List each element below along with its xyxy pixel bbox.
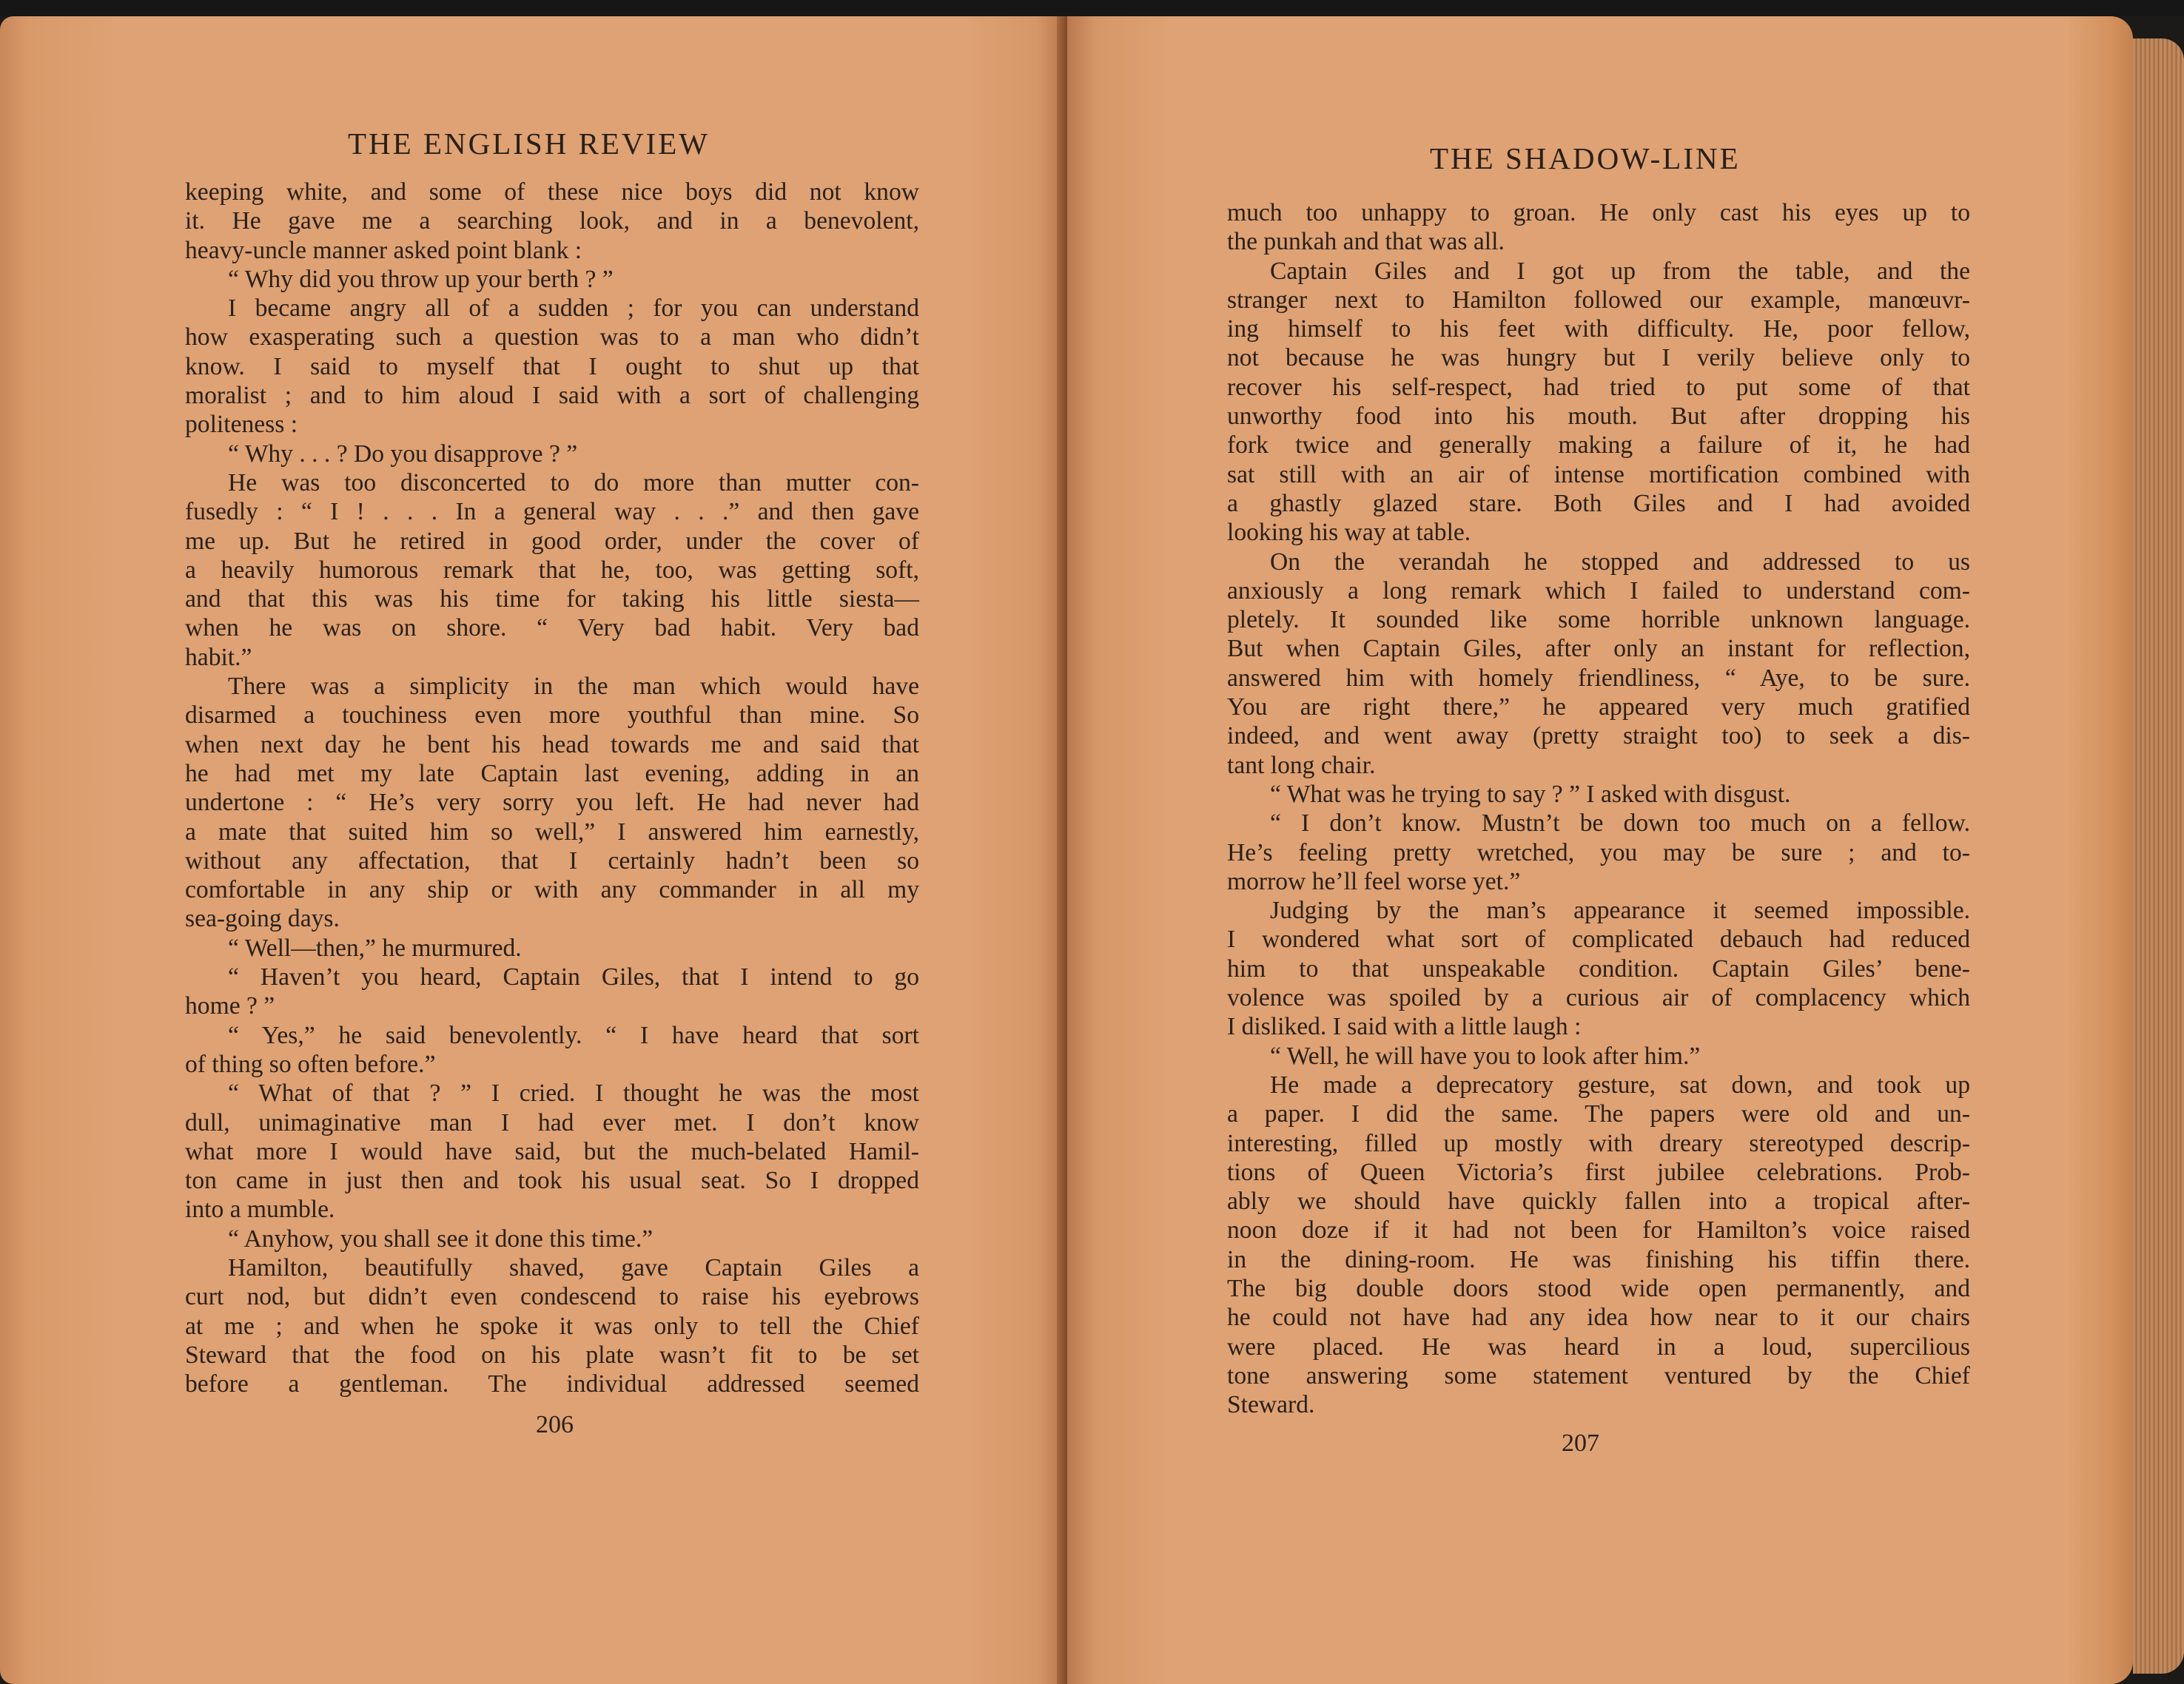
text-line: were placed. He was heard in a loud, supercilious (1227, 1333, 1970, 1361)
text-line: “ I don’t know. Mustn’t be down too much on a fellow. (1270, 809, 1970, 838)
text-line: “ Why did you throw up your berth ? ” (228, 265, 614, 293)
text-line: I became angry all of a sudden ; for you can understand (228, 294, 919, 323)
text-line: tions of Queen Victoria’s first jubilee celebrations. Prob- (1227, 1158, 1970, 1186)
text-line: comfortable in any ship or with any commander in all my (185, 876, 919, 904)
text-line: Hamilton, beautifully shaved, gave Captain Giles a (228, 1253, 919, 1281)
open-book (0, 16, 2184, 1684)
right-page (1067, 16, 2133, 1684)
text-line: On the verandah he stopped and addressed to us (1270, 548, 1970, 576)
text-line: dull, unimaginative man I had ever met. I don’t know (185, 1108, 919, 1136)
text-line: how exasperating such a question was to a man who didn’t (185, 323, 919, 351)
text-line: Captain Giles and I got up from the table, and the (1270, 257, 1970, 285)
text-line: and that this was his time for taking his little siesta— (185, 585, 919, 613)
text-line: looking his way at table. (1227, 519, 1471, 547)
text-line: it. He gave me a searching look, and in a benevolent, (185, 207, 919, 235)
text-line: You are right there,” he appeared very much gratified (1227, 693, 1970, 721)
left-page (0, 16, 1064, 1684)
text-line: “ Anyhow, you shall see it done this time.” (228, 1225, 653, 1253)
text-line: a ghastly glazed stare. Both Giles and I had avoided (1227, 489, 1970, 517)
text-line: moralist ; and to him aloud I said with a sort of challenging (185, 382, 919, 410)
text-line: noon doze if it had not been for Hamilton’s voice raised (1227, 1216, 1970, 1245)
text-line: indeed, and went away (pretty straight too) to seek a dis- (1227, 722, 1970, 750)
text-line: “ What was he trying to say ? ” I asked with disgust. (1270, 780, 1791, 808)
text-line: tone answering some statement ventured by the Chief (1227, 1361, 1970, 1390)
text-line: Steward. (1227, 1391, 1315, 1419)
text-line: he could not have had any idea how near to it our chairs (1227, 1304, 1970, 1332)
text-line: answered him with homely friendliness, “ Aye, to be sure. (1227, 664, 1970, 692)
page-edges (2133, 38, 2184, 1674)
text-line: heavy-uncle manner asked point blank : (185, 236, 582, 264)
text-line: sea-going days. (185, 905, 340, 933)
text-line: in the dining-room. He was finishing his tiffin there. (1227, 1245, 1970, 1273)
right-page-text (1227, 198, 1970, 1419)
text-line: stranger next to Hamilton followed our example, manœuvr- (1227, 286, 1970, 314)
text-line: what more I would have said, but the much-belated Hamil- (185, 1137, 919, 1165)
text-line: He was too disconcerted to do more than mutter con- (228, 468, 919, 496)
text-line: a paper. I did the same. The papers were old and un- (1227, 1100, 1970, 1128)
text-line: sat still with an air of intense mortification combined with (1227, 460, 1970, 488)
text-line: recover his self-respect, had tried to put some of that (1227, 373, 1970, 401)
text-line: But when Captain Giles, after only an instant for reflection, (1227, 635, 1970, 663)
text-line: the punkah and that was all. (1227, 228, 1505, 256)
running-head-left: THE ENGLISH REVIEW (348, 127, 710, 161)
text-line: curt nod, but didn’t even condescend to raise his eyebrows (185, 1283, 919, 1311)
text-line: interesting, filled up mostly with dreary stereotyped descrip- (1227, 1129, 1970, 1157)
text-line: “ Yes,” he said benevolently. “ I have heard that sort (228, 1021, 919, 1049)
left-page-text (185, 178, 919, 1398)
text-line: Judging by the man’s appearance it seemed impossible. (1270, 897, 1970, 925)
text-line: tant long chair. (1227, 751, 1376, 779)
text-line: fusedly : “ I ! . . . In a general way . . .” and then gave (185, 498, 919, 526)
text-line: home ? ” (185, 992, 275, 1020)
text-line: when next day he bent his head towards me and said that (185, 730, 919, 758)
text-line: without any affectation, that I certainly hadn’t been so (185, 846, 919, 875)
text-line: There was a simplicity in the man which would have (228, 673, 919, 701)
text-line: volence was spoiled by a curious air of complacency which (1227, 984, 1970, 1012)
text-line: of thing so often before.” (185, 1050, 436, 1078)
text-line: The big double doors stood wide open permanently, and (1227, 1274, 1970, 1302)
text-line: habit.” (185, 643, 252, 671)
page-number-right: 207 (1562, 1429, 1599, 1457)
text-line: he had met my late Captain last evening, adding in an (185, 759, 919, 787)
text-line: I disliked. I said with a little laugh : (1227, 1013, 1582, 1041)
running-head-right: THE SHADOW-LINE (1430, 141, 1741, 175)
text-line: “ Well, he will have you to look after him.” (1270, 1042, 1701, 1070)
text-line: a heavily humorous remark that he, too, was getting soft, (185, 556, 919, 584)
text-line: ing himself to his feet with difficulty. He, poor fellow, (1227, 315, 1970, 343)
text-line: into a mumble. (185, 1196, 335, 1224)
text-line: undertone : “ He’s very sorry you left. He had never had (185, 789, 919, 817)
text-line: “ What of that ? ” I cried. I thought he was the most (228, 1080, 919, 1108)
text-line: He’s feeling pretty wretched, you may be sure ; and to- (1227, 838, 1970, 866)
page-number-left: 206 (536, 1411, 574, 1438)
text-line: I wondered what sort of complicated debauch had reduced (1227, 926, 1970, 954)
text-line: disarmed a touchiness even more youthful than mine. So (185, 701, 919, 730)
text-line: anxiously a long remark which I failed to understand com- (1227, 576, 1970, 604)
text-line: not because he was hungry but I verily believe only to (1227, 344, 1970, 372)
text-line: pletely. It sounded like some horrible unknown language. (1227, 606, 1970, 634)
text-line: him to that unspeakable condition. Captain Giles’ bene- (1227, 954, 1970, 983)
text-line: ton came in just then and took his usual seat. So I dropped (185, 1167, 919, 1195)
text-line: “ Well—then,” he murmured. (228, 934, 522, 962)
text-line: “ Why . . . ? Do you disapprove ? ” (228, 439, 578, 468)
text-line: me up. But he retired in good order, under the cover of (185, 527, 919, 555)
text-line: unworthy food into his mouth. But after dropping his (1227, 403, 1970, 431)
text-line: Steward that the food on his plate wasn’t fit to be set (185, 1341, 919, 1369)
text-line: much too unhappy to groan. He only cast his eyes up to (1227, 199, 1970, 226)
text-line: He made a deprecatory gesture, sat down, and took up (1270, 1071, 1970, 1099)
text-line: when he was on shore. “ Very bad habit. Very bad (185, 614, 919, 642)
text-line: “ Haven’t you heard, Captain Giles, that I intend to go (228, 963, 919, 991)
text-line: morrow he’ll feel worse yet.” (1227, 867, 1521, 895)
text-line: politeness : (185, 411, 298, 439)
text-line: ably we should have quickly fallen into a tropical after- (1227, 1188, 1970, 1216)
text-line: a mate that suited him so well,” I answered him earnestly, (185, 818, 919, 846)
text-line: at me ; and when he spoke it was only to tell the Chief (185, 1312, 919, 1340)
text-line: know. I said to myself that I ought to shut up that (185, 352, 919, 380)
text-line: before a gentleman. The individual addressed seemed (185, 1370, 919, 1398)
text-line: fork twice and generally making a failure of it, he had (1227, 431, 1970, 459)
text-line: keeping white, and some of these nice boys did not know (185, 178, 919, 206)
